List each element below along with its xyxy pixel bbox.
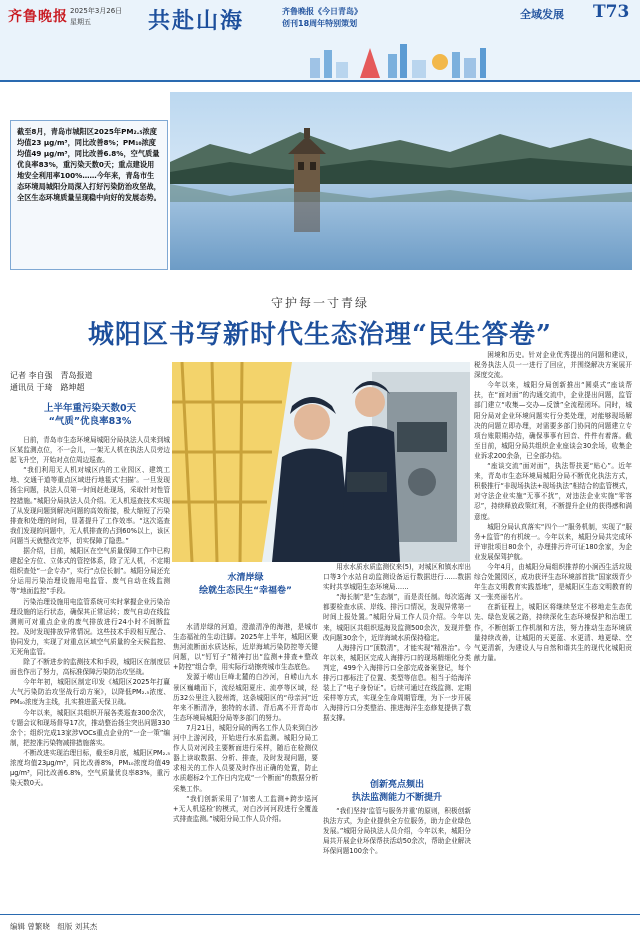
weekday-text: 星期五 — [70, 18, 91, 26]
byline-reporter: 记者 李自强 青岛报道 — [10, 371, 93, 380]
date-text: 2025年3月26日 — [70, 7, 123, 15]
paragraph: 今年以来，城阳区共组织开展各类巡查300余次，专题会议和现场督导17次，推动整治扬尘突出问题330余个；组织完成13家涉VOCs重点企业的“一企一策”编制，把控准污染物减排措施落实。 — [10, 708, 170, 747]
page-number: T73 — [593, 2, 630, 22]
masthead — [0, 0, 640, 82]
paragraph: “海长制”是“生态制”，而是责任制。每次巡海都要检查水质、岸线、排污口情况，发现异常第一时间上报处置。”城阳分局工作人员介绍。今年以来，城阳区共组织巡海及监测500余次，发现并整改问题30余个，近岸海域水质保持稳定。 — [323, 593, 471, 642]
page-footer — [0, 914, 640, 940]
paragraph: 日前，青岛市生态环境局城阳分局执法人员来到城区某监测点位，不一会儿，一架无人机在执法人员旁边起飞升空，开始对点位周边巡查。 — [10, 436, 170, 465]
paragraph: 困境和历史。针对企业优秀提出的问题和建议，税务执法人员一一进行了回应，并围绕解决方案展开深度交流。 — [474, 351, 632, 380]
byline-correspondent: 通讯员 于琦 路坤超 — [10, 383, 85, 392]
hero-photo-reservoir — [170, 92, 632, 270]
paragraph: “我们坚持‘监管与服务并重’的原则，积极创新执法方式，为企业提供全方位服务，助力企业绿色发展。”城阳分局执法人员介绍，今年以来，城阳分局共开展企业环保帮扶活动50余次，帮助企业解决环保问题100余个。 — [323, 807, 471, 856]
article-column-4 — [474, 350, 632, 880]
newspaper-logo: 齐鲁晚报 — [8, 9, 68, 25]
paragraph: 除了不断进步的监测技术和手段，城阳区在制度层面也作出了努力，高标准保障污染防治攻坚战。 — [10, 658, 170, 677]
article-column-2 — [173, 622, 318, 880]
paragraph: 污染治理设施用电监管系统可实时掌握企业污染治理设施的运行状态，确保其正常运转；废气自动在线监测则可对重点企业的废气排放进行24小时不间断监控。及时发现排放异常情况。这些技术手段相互配合、协同发力，实现了对重点区域空气质量的全天候监控、无死角监管。 — [10, 597, 170, 656]
paragraph: 7月21日，城阳分局的两名工作人员来到白沙河中上游河段，开始进行水质监测。城阳分局工作人员对河段主要断面进行采样，随后在检测仪器上读取数据、分析、排查，及时发现问题，要求相关的工作人员要及时作出正确的处置，防止水质超标2个工作日内完成“一个断面”的数据分析采集工作。 — [173, 723, 318, 793]
paragraph: 不断改进实现治理目标，截至8月底，城阳区PM₂.₅浓度均值23μg/m³，同比改善8%，PM₁₀浓度均值49 μg/m³，同比改善6.8%，空气质量优良率83%，重污染天数0天。 — [10, 748, 170, 788]
subheading-line: 创新亮点频出 — [369, 780, 424, 790]
paragraph: 水清岸绿的河道，澄澈清净的海港，是城市生态福祉的生动注脚。2025年上半年，城阳区聚焦河流断面水质达标，近岸海域污染防控等关键问题，以“钉钉子”精神打出“监测+排查+整改+防控”组合拳，用实际行动擦亮城市生态底色。 — [173, 623, 318, 672]
subheading-line: 执法监测能力不断提升 — [351, 793, 442, 803]
paragraph: “我们利用无人机对城区内的工业园区、建筑工地、交通干道等重点区域进行地毯式‘扫描’。一旦发现扬尘问题，执法人员第一时间赶赴现场，采取针对性管控措施。”城阳分局执法人员介绍。无人机巡查技术实现了从发现问题到解决问题的高效衔接，极大缩短了污染排查和处理的时间，显著提升了工作效率。“这次巡查我们发现的问题中，无人机排查的占到60%以上，该区问题当天就整改完毕，切实保障了隐患。” — [10, 466, 170, 545]
article-column-3b — [323, 806, 471, 880]
special-line-2: 创刊18周年特别策划 — [282, 19, 358, 28]
summary-box — [10, 120, 168, 270]
paragraph: 今年年初，城阳区制定印发《城阳区2025年打赢大气污染防治攻坚战行动方案》，以降低PM₂.₅浓度、PM₁₀浓度为主线，扎实推进蓝天保卫战。 — [10, 678, 170, 707]
paragraph: “座谈交流”面对面”，执法帮扶更“贴心”。近年来，青岛市生态环境局城阳分局不断优化执法方式，积极推行“非现场执法+现场执法”相结合的监管模式，对守法企业实施“无事不扰”，对违法企业实施“零容忍”，持续释放政策红利，不断提升企业的获得感和满意度。 — [474, 462, 632, 521]
article-column-1 — [10, 435, 170, 880]
editor-credit: 编辑 曾繁晓 组版 刘其杰 — [10, 922, 98, 931]
subheading-air-quality — [10, 402, 170, 428]
subheading-line: 上半年重污染天数0天 — [43, 403, 137, 414]
subheading-water — [173, 572, 318, 598]
paragraph: 人海排污口“顶数清”，才能实现“精准治”。今年以来，城阳区完成人海排污口的现场精细化分类判定，499个入海排污口全部完成备案登记，每个排污口都标注了位置、类型等信息。相当于给海洋装上了“电子身份证”。后续可通过在线监测、定期采样等方式，实现全生命周期管理，为下一步开展入海排污口分类整治、推进海洋生态修复提供了数据支撑。 — [323, 643, 471, 723]
paragraph: 今年以来，城阳分局创新推出“圆桌式”座谈帮扶，在“面对面”的沟通交流中，企业提出问题，监管部门建立“收集—交办—反馈”全流程闭环。同时，城阳分局对企业环境问题实行分类处理，对能够现场解决的问题立即办理，对需要多部门协同的问题建立专项台账限期办结，确保事事有回音、件件有着落。截至目前，城阳分局共组织企业座谈会30余场，收集企业诉求200余条，已全部办结。 — [474, 381, 632, 460]
section-name: 全域发展 — [520, 8, 564, 21]
summary-text: 截至8月，青岛市城阳区2025年PM₂.₅浓度均值23 μg/m³，同比改善8%；PM₁₀浓度均值49 μg/m³，同比改善6.8%，空气质量优良率83%，重污染天数0天；重点建设用地安全利用率100%……今年来，青岛市生态环境局城阳分局深入打好污染防治攻坚战，全区生态环境质量呈现稳中向好的发展态势。 — [17, 127, 161, 202]
paragraph: 今年4月，由城阳分局组织推荐的小涧西生活垃圾综合处置园区，成功获评生态环境部首批“国家级青少年生态文明教育实践基地”，是城阳区生态文明教育的又一张亮丽名片。 — [474, 562, 632, 602]
special-title: 共赴山海 — [148, 8, 245, 34]
skyline-illustration — [300, 38, 500, 78]
subheading-line: 绘就生态民生“幸福卷” — [199, 586, 292, 596]
paragraph: “我们创新采用了‘加密人工监测+跨步巡河+无人机巡检’的模式，对白沙河河段进行全覆盖式排查监测。”城阳分局工作人员介绍。 — [173, 794, 318, 823]
paragraph: 城阳分局认真落实“四个一”服务机制，实现了“服务+监管”的有机统一。今年以来，城阳分局共完成环评审批项目80余个，办理排污许可证180余家，为企业发展保驾护航。 — [474, 522, 632, 561]
officers-image — [172, 362, 470, 562]
special-subtitle — [282, 6, 362, 30]
issue-date — [70, 6, 122, 28]
byline — [10, 370, 93, 394]
article-kicker: 守护每一寸青绿 — [270, 296, 369, 310]
subheading-enforcement — [323, 776, 471, 805]
article-headline: 城阳区书写新时代生态治理“民生答卷” — [88, 320, 552, 350]
subheading-line: “气质”优良率83% — [48, 416, 132, 427]
paragraph: 在新征程上，城阳区将继续坚定不移地走生态优先、绿色发展之路，持续深化生态环境保护和治理工作，不断创新工作机制和方法，努力推动生态环境质量持续改善，让城阳的天更蓝、水更清、地更绿、空气更清新，为建设人与自然和谐共生的现代化城阳贡献力量。 — [474, 603, 632, 662]
paragraph: 发源于崂山巨峰北麓的白沙河，自崂山九水景区巍峨而下，流经城阳夏庄、流亭等区域，经历32公里注入胶州湾，这条城阳区的“母亲河”近年来不断清净，独特的水清、背后离不开青岛市生态环境局城阳分局等多部门的努力。 — [173, 673, 318, 722]
paragraph: 用水水质水质监测仪来(5)，对城区和镇水库出口等3个水站自动监测设备运行数据进行……数据实时共享城阳生态环境局…… — [323, 563, 471, 592]
photo-officers-inspecting — [172, 362, 470, 562]
paragraph: 据介绍，目前，城阳区在空气质量保障工作中已构建起全方位、立体式的管控体系，除了无人机，不定期组织查处“一企专办”，实行“点位长制”。城阳分局还充分运用污染治理设施用电监管、废气自动在线监测等“地面监控”手段。 — [10, 547, 170, 596]
special-line-1: 齐鲁晚报《今日青岛》 — [282, 7, 362, 16]
reservoir-image — [170, 92, 632, 270]
subheading-line: 水清岸绿 — [227, 573, 264, 583]
